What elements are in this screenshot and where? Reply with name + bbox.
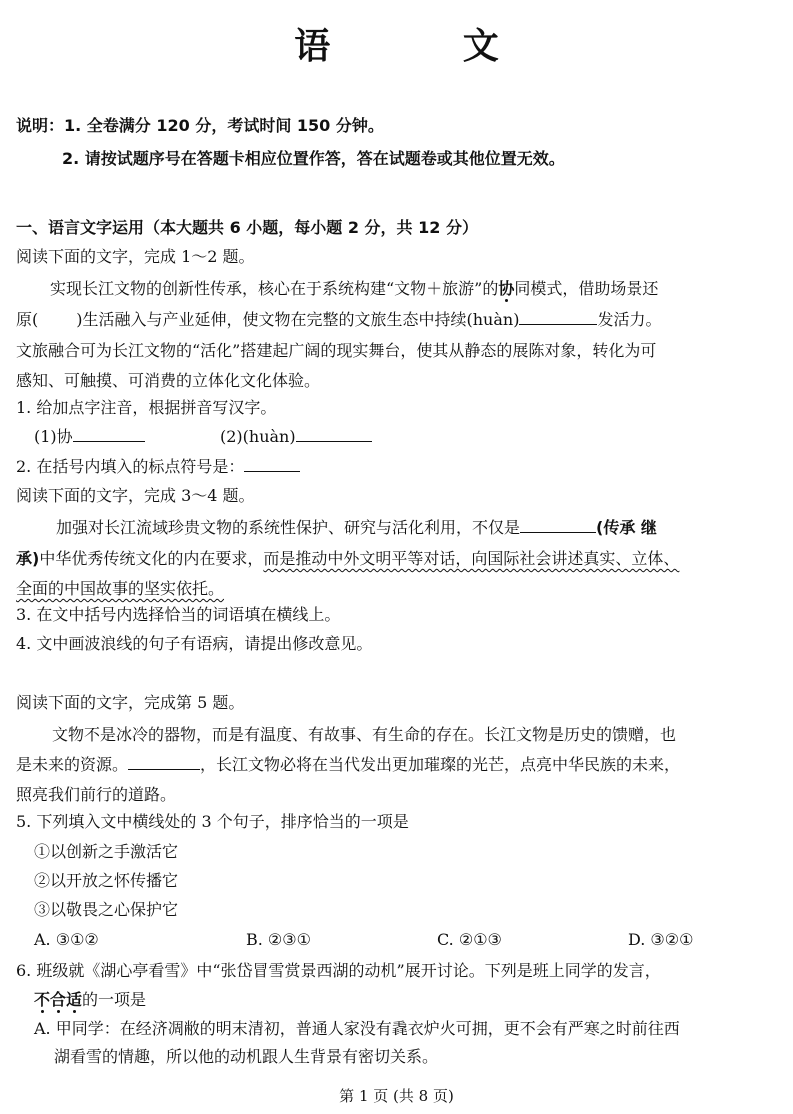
reading-prompt-3-4: 阅读下面的文字，完成 3～4 题。 xyxy=(16,486,255,505)
sentence-2: ②以开放之怀传播它 xyxy=(34,871,179,890)
dotted-char: 合 xyxy=(50,990,67,1009)
passage-2-line-1 xyxy=(56,515,657,538)
reading-prompt-5: 阅读下面的文字，完成第 5 题。 xyxy=(16,693,245,712)
sentence-1: ①以创新之手激活它 xyxy=(34,842,179,861)
sentence-3: ③以敬畏之心保护它 xyxy=(34,900,179,919)
question-2 xyxy=(16,455,300,479)
dotted-char: 协 xyxy=(498,279,515,298)
word-choice: (传承 继 xyxy=(596,518,657,537)
wavy-underlined-sentence: 而是推动中外文明平等对话，向国际社会讲述真实、立体、 xyxy=(263,549,680,568)
passage-text: 中华优秀传统文化的内在要求， xyxy=(39,549,264,568)
passage-text: 原( xyxy=(16,310,39,329)
part-label: (2)(huàn) xyxy=(220,427,296,446)
instructions-text-1: 1. 全卷满分 120 分，考试时间 150 分钟。 xyxy=(64,116,384,135)
question-text: 的一项是 xyxy=(82,990,147,1009)
option-c[interactable]: C. ②①③ xyxy=(437,930,502,949)
instructions-prefix: 说明： xyxy=(16,116,65,135)
question-text: 2. 在括号内填入的标点符号是： xyxy=(16,457,245,476)
question-6-option-a-line-1[interactable]: A. 甲同学：在经济凋敝的明末清初，普通人家没有毳衣炉火可拥，更不会有严寒之时前往西 xyxy=(34,1019,680,1038)
passage-1-line-2 xyxy=(16,307,661,330)
part-label: (1)协 xyxy=(34,427,73,446)
question-5: 5. 下列填入文中横线处的 3 个句子，排序恰当的一项是 xyxy=(16,812,409,831)
dotted-char: 不 xyxy=(34,990,51,1009)
option-b[interactable]: B. ②③① xyxy=(246,930,311,949)
answer-blank-huan[interactable] xyxy=(519,308,597,325)
section-heading: 一、语言文字运用（本大题共 6 小题，每小题 2 分，共 12 分） xyxy=(16,218,478,237)
passage-3-line-3: 照亮我们前行的道路。 xyxy=(16,785,177,804)
question-1-part-a xyxy=(34,425,145,449)
passage-3-line-2 xyxy=(16,752,680,775)
passage-1-line-4: 感知、可触摸、可消费的立体化文化体验。 xyxy=(16,371,321,390)
page-title: 语 文 xyxy=(294,26,559,67)
question-6-line-1: 6. 班级就《湖心亭看雪》中“张岱冒雪赏景西湖的动机”展开讨论。下列是班上同学的发言， xyxy=(16,961,661,980)
passage-1-line-3: 文旅融合可为长江文物的“活化”搭建起广阔的现实舞台，使其从静态的展陈对象，转化为可 xyxy=(16,341,657,360)
passage-1-line-1 xyxy=(50,276,658,299)
passage-3-line-1: 文物不是冰冷的器物，而是有温度、有故事、有生命的存在。长江文物是历史的馈赠，也 xyxy=(52,725,677,744)
page-footer: 第 1 页 (共 8 页) xyxy=(339,1087,454,1105)
question-6-option-a-line-2: 湖看雪的情趣，所以他的动机跟人生背景有密切关系。 xyxy=(54,1047,439,1066)
answer-blank-2[interactable] xyxy=(244,455,300,472)
passage-text: 同模式，借助场景还 xyxy=(514,279,659,298)
question-4: 4. 文中画波浪线的句子有语病，请提出修改意见。 xyxy=(16,634,373,653)
instructions-line-2: 2. 请按试题序号在答题卡相应位置作答，答在试题卷或其他位置无效。 xyxy=(62,149,565,168)
answer-blank-5[interactable] xyxy=(128,753,200,770)
answer-blank-3[interactable] xyxy=(520,516,596,533)
option-d[interactable]: D. ③②① xyxy=(628,930,694,949)
answer-blank-1b[interactable] xyxy=(296,425,372,442)
passage-2-line-3 xyxy=(16,576,224,599)
dotted-char: 适 xyxy=(66,990,83,1009)
passage-text: 是未来的资源。 xyxy=(16,755,129,774)
passage-text: ，长江文物必将在当代发出更加璀璨的光芒，点亮中华民族的未来， xyxy=(200,755,681,774)
question-1-part-b xyxy=(220,425,372,449)
instructions-line-1 xyxy=(16,114,384,138)
passage-text: 加强对长江流域珍贵文物的系统性保护、研究与活化利用，不仅是 xyxy=(56,518,521,537)
reading-prompt-1-2: 阅读下面的文字，完成 1～2 题。 xyxy=(16,247,255,266)
question-3: 3. 在文中括号内选择恰当的词语填在横线上。 xyxy=(16,605,341,624)
word-choice: 承) xyxy=(16,549,40,568)
passage-text: )生活融入与产业延伸，使文物在完整的文旅生态中持续(huàn) xyxy=(76,310,520,329)
question-1: 1. 给加点字注音，根据拼音写汉字。 xyxy=(16,398,277,417)
passage-text: 实现长江文物的创新性传承，核心在于系统构建“文物＋旅游”的 xyxy=(50,279,499,298)
question-6-line-2 xyxy=(34,988,146,1012)
passage-text: 发活力。 xyxy=(597,310,662,329)
option-a[interactable]: A. ③①② xyxy=(34,930,99,949)
wavy-underlined-sentence: 全面的中国故事的坚实依托。 xyxy=(16,579,225,598)
passage-2-line-2 xyxy=(16,546,679,569)
answer-blank-1a[interactable] xyxy=(73,425,145,442)
